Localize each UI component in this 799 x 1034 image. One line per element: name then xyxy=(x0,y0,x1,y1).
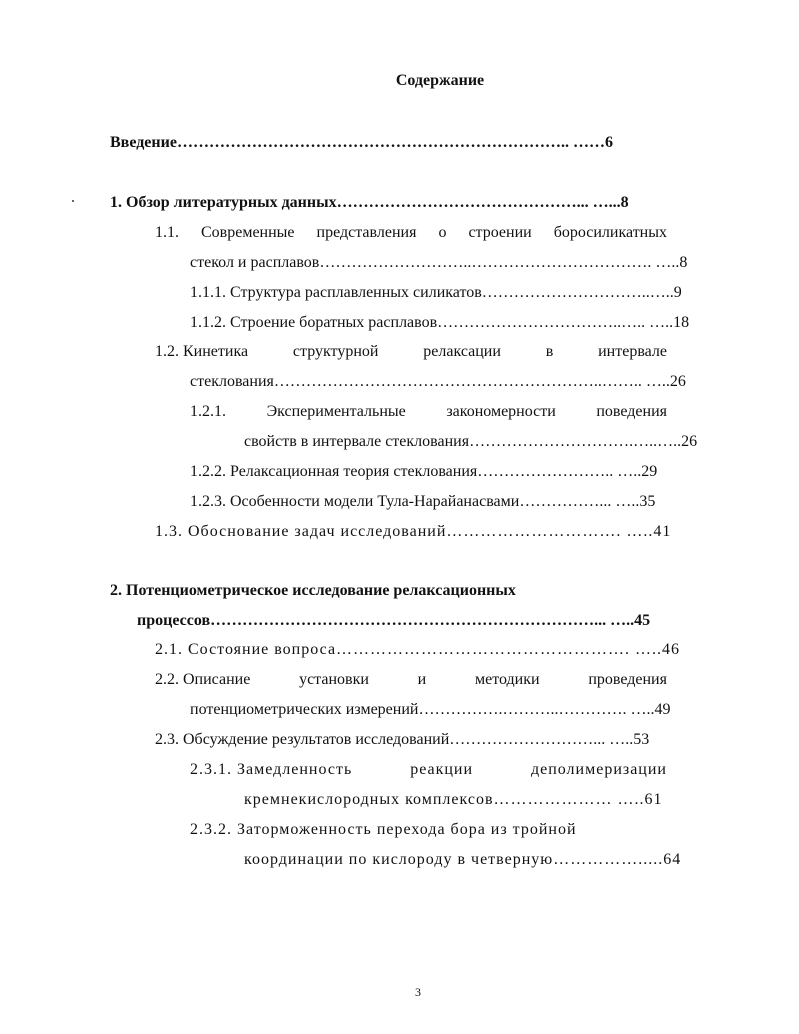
toc-entry-chapter-1: 1. Обзор литературных данных………………………………………... …...8 xyxy=(110,194,629,211)
toc-word: интервале xyxy=(598,343,667,360)
toc-entry-chapter-2-line1: 2. Потенциометрическое исследование релаксационных xyxy=(110,582,516,599)
toc-word: строении xyxy=(468,224,532,241)
toc-word: 2.3.1. Замедленность xyxy=(190,761,353,778)
toc-word: 1.1. xyxy=(155,224,179,241)
toc-entry-2-3: 2.3. Обсуждение результатов исследований………………………... …..53 xyxy=(155,731,650,748)
toc-entry-2-3-2-line2: координации по кислороду в четверную…………….....64 xyxy=(244,851,682,868)
toc-entry-2-2-line1 xyxy=(155,670,667,690)
toc-word: Современные xyxy=(201,224,295,241)
toc-word: релаксации xyxy=(423,343,501,360)
toc-entry-1-1-line1 xyxy=(155,223,667,243)
toc-word: 2.2. Описание xyxy=(155,671,251,688)
toc-word: установки xyxy=(299,671,369,688)
toc-word: реакции xyxy=(410,761,474,778)
toc-entry-2-3-1-line2: кремнекислородных комплексов………………… …..61 xyxy=(244,791,663,808)
toc-word: о xyxy=(438,224,447,241)
toc-entry-1-1-line2: стекол и расплавов………………………..……………………………. …..8 xyxy=(190,254,688,271)
toc-entry-2-3-2-line1: 2.3.2. Заторможенность перехода бора из тройной xyxy=(190,821,577,838)
toc-entry-1-2-3: 1.2.3. Особенности модели Тула-Нарайанасвами……………... …..35 xyxy=(190,493,656,510)
toc-word: деполимеризации xyxy=(530,761,667,778)
toc-word: структурной xyxy=(292,343,379,360)
toc-word: закономерности xyxy=(446,403,556,420)
toc-entry-1-2-line1 xyxy=(155,342,667,362)
toc-entry-2-3-1-line1 xyxy=(190,760,667,780)
toc-entry-1-2-1-line1 xyxy=(190,402,667,422)
toc-word: методики xyxy=(474,671,540,688)
toc-entry-2-1: 2.1. Состояние вопроса……………………………………………. …..46 xyxy=(155,641,681,658)
toc-entry-1-1-1: 1.1.1. Структура расплавленных силикатов…………………………..…..9 xyxy=(190,284,682,301)
toc-word: боросиликатных xyxy=(553,224,667,241)
toc-entry-1-2-1-line2: свойств в интервале стеклования………………………….…..…..26 xyxy=(244,433,698,450)
toc-word: 1.2.1. xyxy=(190,403,226,420)
toc-word: представления xyxy=(316,224,417,241)
toc-word: в xyxy=(545,343,554,360)
scan-speck xyxy=(72,200,74,202)
toc-heading: Содержание xyxy=(395,72,485,89)
toc-word: проведения xyxy=(588,671,667,688)
toc-entry-chapter-2-line2: процессов………………………………………………………………... …..45 xyxy=(137,612,651,629)
toc-word: 1.2. Кинетика xyxy=(155,343,249,360)
toc-entry-2-2-line2: потенциометрических измерений…………….………..…………. …..49 xyxy=(190,701,671,718)
toc-entry-1-1-2: 1.1.2. Строение боратных расплавов……………………………..….. …..18 xyxy=(190,314,690,331)
toc-entry-1-2-line2: стеклования……………………………………………………..…….. …..26 xyxy=(190,373,686,390)
toc-word: и xyxy=(417,671,427,688)
toc-word: поведения xyxy=(596,403,667,420)
toc-entry-1-2-2: 1.2.2. Релаксационная теория стеклования…………………….. …..29 xyxy=(190,463,658,480)
toc-entry-1-3: 1.3. Обоснование задач исследований…………………………. …..41 xyxy=(155,523,672,540)
toc-entry-intro: Введение……………………………………………………………….. ……6 xyxy=(110,134,613,151)
toc-word: Экспериментальные xyxy=(266,403,406,420)
page-number: 3 xyxy=(415,985,421,999)
